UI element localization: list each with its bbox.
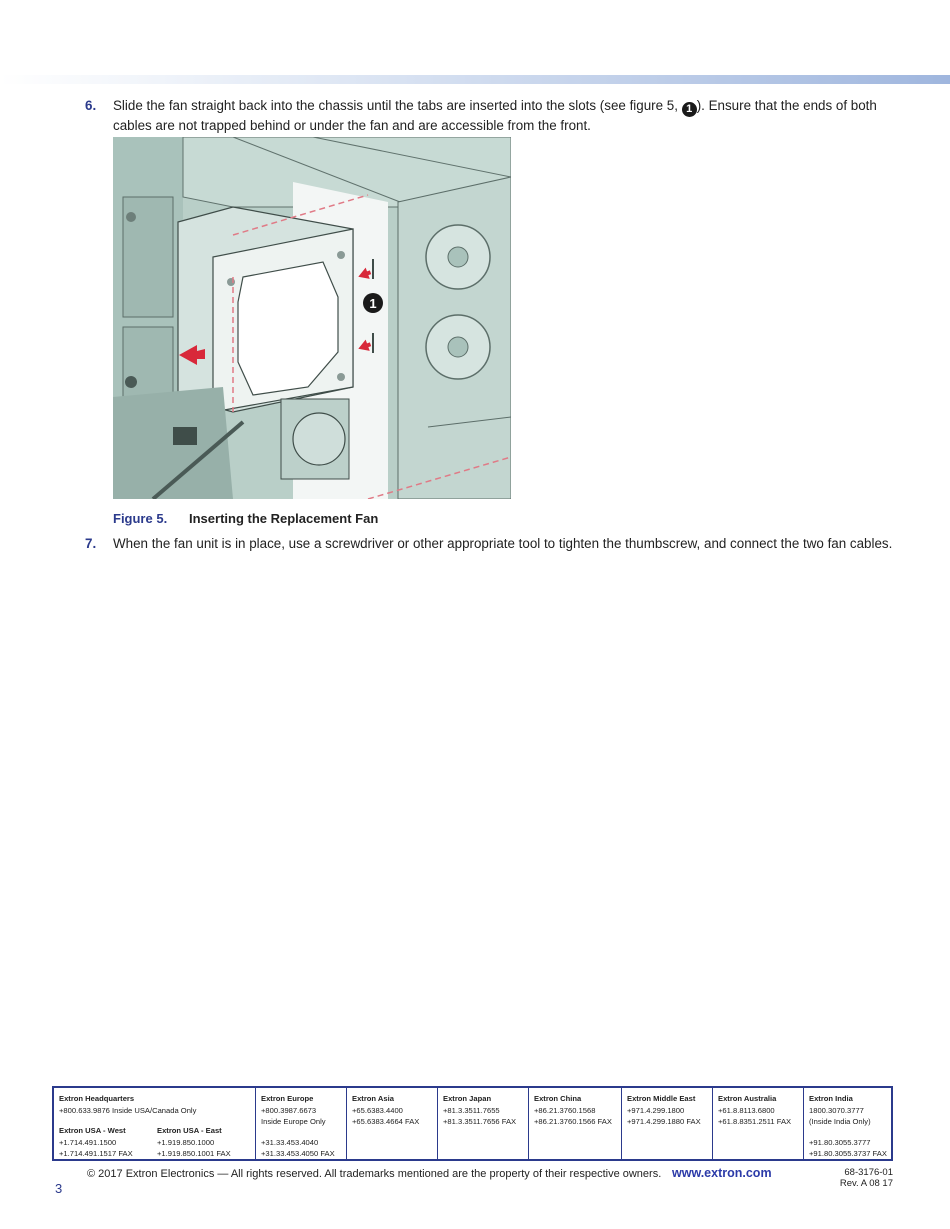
contact-line: +86.21.3760.1568 (534, 1105, 596, 1115)
contact-line: +65.6383.4664 FAX (352, 1117, 420, 1126)
contact-line: +31.33.453.4050 FAX (261, 1149, 335, 1158)
contact-title: Extron China (534, 1094, 582, 1103)
contact-title: Extron Japan (443, 1094, 492, 1103)
contact-title: Extron Australia (718, 1094, 777, 1103)
contact-india (803, 1088, 891, 1159)
contact-line: +1.919.850.1001 FAX (157, 1149, 231, 1158)
contact-line: +91.80.3055.3777 (809, 1137, 871, 1147)
contact-line: +91.80.3055.3737 FAX (809, 1149, 887, 1158)
contact-line: +65.6383.4400 (352, 1105, 403, 1115)
contact-line: +81.3.3511.7656 FAX (443, 1117, 517, 1126)
copyright-notice: © 2017 Extron Electronics — All rights reserved. All trademarks mentioned are the property of their respective owners. (87, 1168, 662, 1180)
step-6 (85, 97, 905, 134)
fan-insertion-illustration (113, 137, 511, 499)
contact-title: Extron USA - East (157, 1126, 222, 1135)
contact-japan (437, 1088, 528, 1159)
doc-number-text: 68-3176-01 (844, 1167, 893, 1178)
contact-line: +31.33.453.4040 (261, 1137, 319, 1147)
contact-line: 1800.3070.3777 (809, 1105, 864, 1115)
website-link[interactable]: www.extron.com (672, 1166, 772, 1180)
contact-line: +81.3.3511.7655 (443, 1105, 500, 1115)
header-band (0, 75, 950, 84)
contact-line: +1.919.850.1000 (157, 1137, 215, 1147)
step-text-part: ). Ensure that the ends of both cables are not trapped behind or under the fan and are accessible from the front. (113, 98, 877, 133)
contact-line: +800.633.9876 Inside USA/Canada Only (59, 1105, 197, 1115)
contact-line: +61.8.8113.6800 (718, 1105, 775, 1115)
step-text: When the fan unit is in place, use a screwdriver or other appropriate tool to tighten the thumbscrew, and connect the two fan cables. (113, 536, 893, 551)
contact-line: Inside Europe Only (261, 1117, 326, 1126)
figure-number: Figure 5. (113, 511, 168, 526)
figure-caption (113, 511, 378, 527)
contact-line: +971.4.299.1880 FAX (627, 1117, 701, 1126)
step-text-part: Slide the fan straight back into the chassis until the tabs are inserted into the slots (see figure 5, (113, 98, 682, 113)
contact-europe (255, 1088, 346, 1159)
contact-australia (712, 1088, 803, 1159)
contact-table (52, 1086, 893, 1161)
contact-line: +1.714.491.1517 FAX (59, 1149, 133, 1158)
contact-hq (54, 1088, 255, 1159)
contact-line: +971.4.299.1800 (627, 1105, 685, 1115)
contact-line: +800.3987.6673 (261, 1105, 317, 1115)
step-text (113, 97, 905, 134)
page-number: 3 (55, 1181, 63, 1196)
contact-line: (Inside India Only) (809, 1117, 871, 1126)
revision-text: Rev. A 08 17 (839, 1178, 893, 1189)
contact-title: Extron USA - West (59, 1126, 126, 1135)
contact-line: +61.8.8351.2511 FAX (718, 1117, 792, 1126)
contact-line: +86.21.3760.1566 FAX (534, 1117, 612, 1126)
callout-label: 1 (369, 296, 377, 311)
contact-asia (346, 1088, 437, 1159)
contact-title: Extron Middle East (627, 1094, 696, 1103)
contact-title: Extron India (809, 1094, 853, 1103)
contact-middle-east (621, 1088, 712, 1159)
contact-line: +1.714.491.1500 (59, 1137, 117, 1147)
step-7 (85, 535, 905, 552)
callout-1-icon: 1 (682, 102, 697, 117)
figure-title: Inserting the Replacement Fan (189, 511, 379, 526)
contact-title: Extron Headquarters (59, 1094, 135, 1103)
step-number: 6. (85, 98, 97, 113)
contact-china (528, 1088, 621, 1159)
contact-title: Extron Asia (352, 1094, 394, 1103)
step-number: 7. (85, 536, 97, 551)
contact-title: Extron Europe (261, 1094, 314, 1103)
document-number (840, 1167, 893, 1189)
